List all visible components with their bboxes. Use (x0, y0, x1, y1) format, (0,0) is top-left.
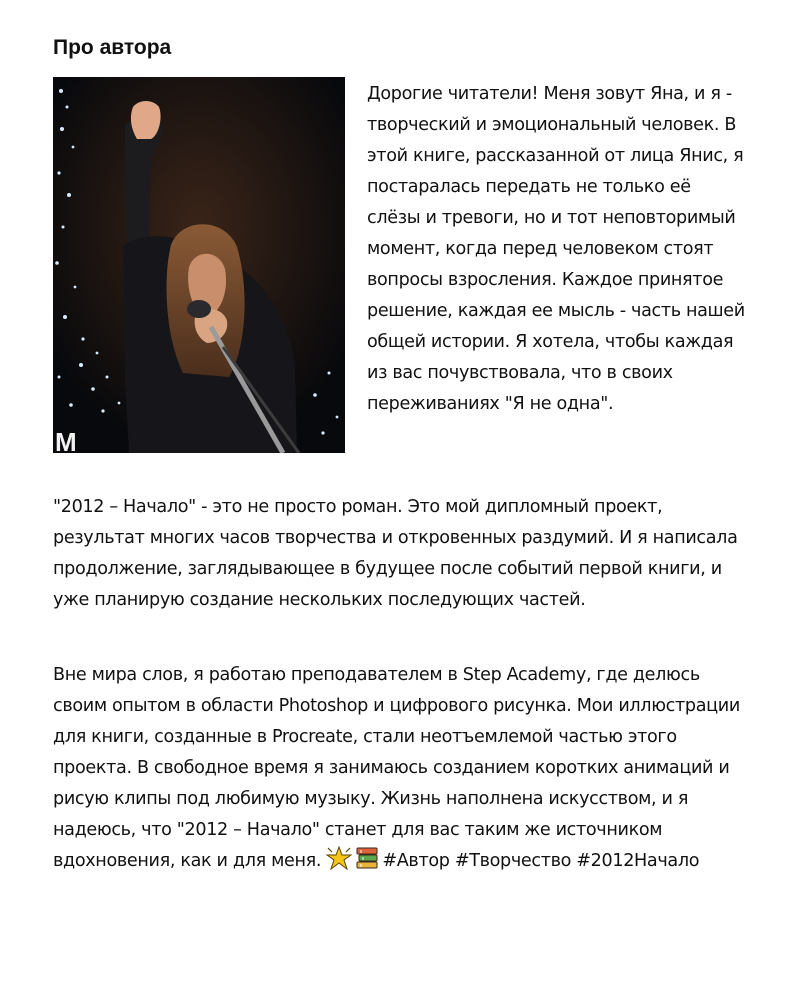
books-icon (356, 846, 378, 870)
page-title: Про автора (53, 36, 172, 59)
paragraph-novel: "2012 – Начало" - это не просто роман. Это мой дипломный проект, результат многих часов творчества и откровенных раздумий. И я написала продолжение, заглядывающее в будущее после событий первой книги, и уже планирую создание нескольких последующих частей. (53, 497, 738, 610)
hashtags: #Автор #Творчество #2012Начало (382, 851, 700, 871)
intro-paragraph: Дорогие читатели! Меня зовут Яна, и я - творческий и эмоциональный человек. В этой книге, рассказанной от лица Янис, я постаралась передать не только её слёзы и тревоги, но и тот неповторимый момент, когда перед человеком стоят вопросы взросления. Каждое принятое решение, каждая ее мысль - часть нашей общей истории. Я хотела, чтобы каждая из вас почувствовала, что в своих переживаниях "Я не одна". (367, 84, 745, 414)
paragraph-work-text: Вне мира слов, я работаю преподавателем в Step Academy, где делюсь своим опытом в области Photoshop и цифрового рисунка. Мои иллюстрации для книги, созданные в Procreate, стали неотъемлемой частью этого проекта. В свободное время я занимаюсь созданием коротких анимаций и рисую клипы под любимую музыку. Жизнь наполнена искусством, и я надеюсь, что "2012 – Начало" станет для вас таким же источником вдохновения, как и для меня. (53, 665, 740, 871)
photo-watermark: M (55, 427, 77, 453)
author-photo (53, 77, 345, 453)
paragraph-work (53, 660, 753, 877)
sparkle-star-icon (326, 846, 352, 870)
